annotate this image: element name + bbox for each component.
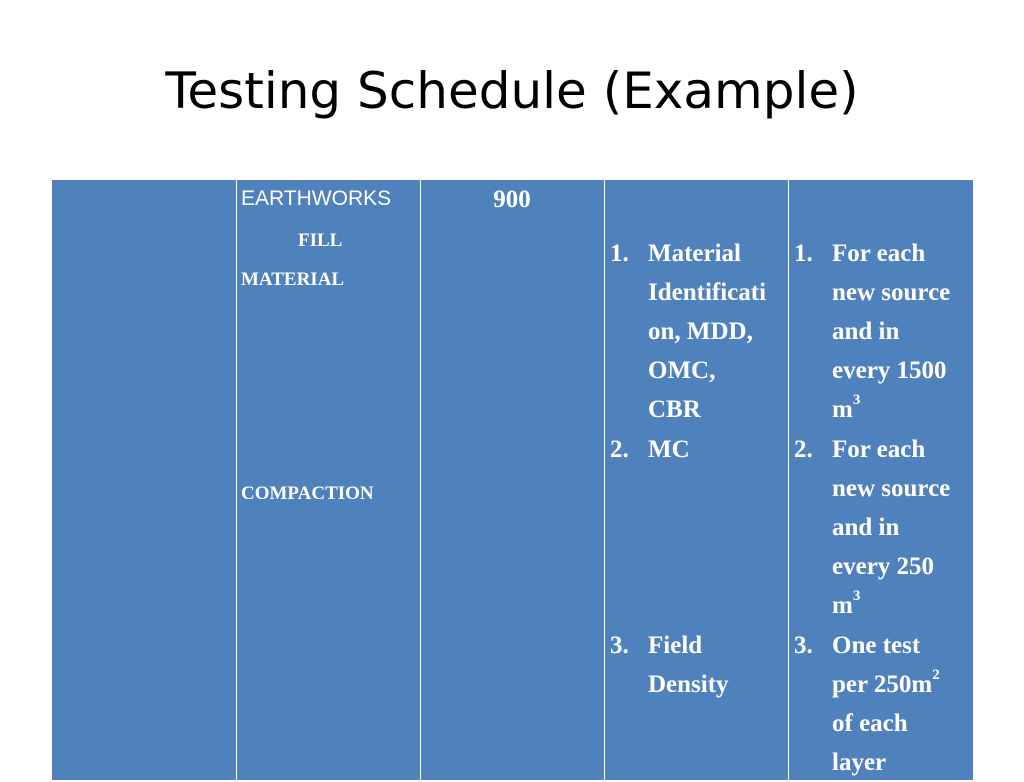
list-text: Material: [648, 240, 742, 267]
list-text: layer: [832, 749, 887, 776]
item-label: EARTHWORKS: [241, 187, 392, 210]
list-number: 1.: [794, 240, 813, 267]
list-number: 3.: [794, 632, 813, 659]
list-text: For each: [832, 436, 926, 463]
list-text: CBR: [648, 396, 701, 423]
list-text: Field: [648, 632, 703, 659]
sub-item-compaction: COMPACTION: [241, 483, 374, 504]
list-text: new source: [832, 279, 951, 306]
column-divider: [236, 180, 237, 780]
list-text: every 250: [832, 553, 935, 580]
unit-text: per $250m^2$: [832, 667, 940, 698]
list-text: and in: [832, 318, 900, 345]
sub-item-material: MATERIAL: [241, 269, 345, 290]
unit-text: $m^3$: [832, 588, 861, 619]
list-text: Identificati: [648, 279, 767, 306]
item-code: 900: [493, 186, 531, 213]
list-number: 3.: [610, 632, 629, 659]
list-text: MC: [648, 436, 690, 463]
list-text: every 1500: [832, 357, 947, 384]
list-text: One test: [832, 632, 921, 659]
list-text: Density: [648, 671, 729, 698]
column-divider: [788, 180, 789, 780]
list-number: 1.: [610, 240, 629, 267]
unit-text: $m^3$: [832, 392, 861, 423]
sub-item-fill: FILL: [298, 230, 343, 251]
list-text: new source: [832, 475, 951, 502]
list-text: For each: [832, 240, 926, 267]
list-text: OMC,: [648, 357, 716, 384]
list-number: 2.: [610, 436, 629, 463]
column-divider: [604, 180, 605, 780]
list-text: of each: [832, 710, 908, 737]
list-number: 2.: [794, 436, 813, 463]
slide-title: Testing Schedule (Example): [165, 62, 859, 120]
list-text: and in: [832, 514, 900, 541]
list-text: on, MDD,: [648, 318, 753, 345]
column-divider: [420, 180, 421, 780]
